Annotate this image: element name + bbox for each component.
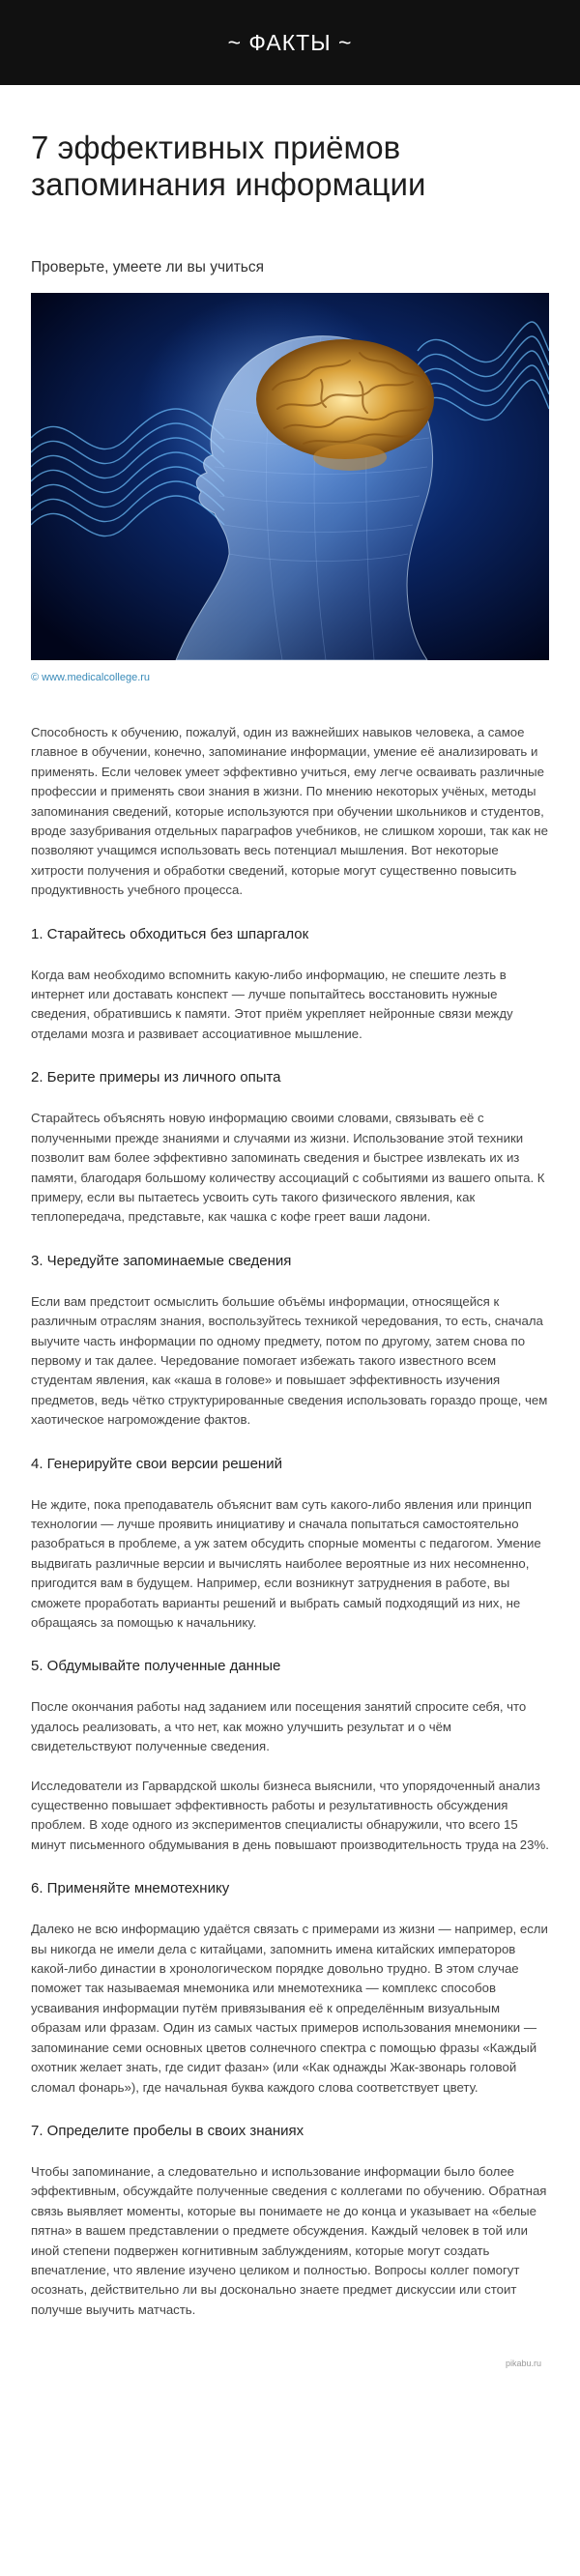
section-heading: 1. Старайтесь обходиться без шпаргалок (31, 925, 309, 942)
section-paragraph: Старайтесь объяснять новую информацию своими словами, связывать её с полученными прежде знаниями и случаями из жизни. Использование этой техники позволит вам более эффективно запоминать сведения и быстрее извлекать их из памяти, благодаря большому количеству ассоциаций с событиями из вашего опыта. К примеру, если вы пытаетесь усвоить суть такого физического явления, как теплопередача, представьте, как чашка с кофе греет ваши ладони. (31, 1111, 545, 1225)
section-paragraph: После окончания работы над заданием или посещения занятий спросите себя, что удалось реализовать, а что нет, как можно улучшить результат и о чём свидетельствуют полученные сведения. (31, 1699, 527, 1754)
section-heading: 2. Берите примеры из личного опыта (31, 1069, 281, 1086)
article-intro: Способность к обучению, пожалуй, один из важнейших навыков человека, а самое главное в обучении, конечно, запоминание информации, умение её анализировать и применять. Если человек умеет эффективно учиться, ему легче осваивать различные профессии и применять свои знания в жизни. По мнению некоторых учёных, методы запоминания сведений, которые используются при обучении школьников и студентов, вроде зазубривания отдельных параграфов учебников, не слишком хороши, так как не позволяют учащимся использовать весь потенциал мышления. Вот некоторые хитрости получения и обработки сведений, которые могут существенно повысить продуктивность учебного процесса. (31, 725, 548, 898)
section-heading: 7. Определите пробелы в своих знаниях (31, 2122, 304, 2139)
site-header (0, 0, 580, 85)
section-paragraph: Далеко не всю информацию удаётся связать с примерами из жизни — например, если вы никогда не имели дела с китайцами, запомнить имена китайских императоров какой-либо династии в хронологическом порядке довольно трудно. В этом случае поможет так называемая мнемоника или мнемотехника — комплекс способов усваивания информации путём привязывания её к определённым визуальным образам или фразам. Один из самых частых примеров использования мнемоники — запоминание семи основных цветов солнечного спектра с помощью фразы «Каждый охотник желает знать, где сидит фазан» (или «Как однажды Жак-звонарь головой сломал фонарь»), где начальная буква каждого слова соответствует цвету. (31, 1922, 548, 2095)
section-3 (31, 1253, 549, 1431)
section-paragraph: Не ждите, пока преподаватель объяснит вам суть какого-либо явления или принцип технологии — лучше проявить инициативу и сначала попытаться самостоятельно разобраться в проблеме, а уж затем обсудить спорные моменты с педагогом. Умение выдвигать различные версии и вычислять наиболее вероятные из них несомненно, пригодится вам в будущем. Например, если возникнут затруднения в работе, вы сможете проработать варианты решений и выбрать самый подходящий из них, не обращаясь за помощью к начальнику. (31, 1496, 541, 1630)
article-subtitle: Проверьте, умеете ли вы учиться (31, 259, 265, 275)
watermark: pikabu.ru (505, 2359, 541, 2369)
image-credit-link[interactable]: © www.medicalcollege.ru (31, 672, 151, 683)
section-paragraph: Исследователи из Гарвардской школы бизнеса выяснили, что упорядоченный анализ существенно повышает эффективность работы и результативность обсуждения проблем. В ходе одного из экспериментов специалисты обнаружили, что всего 15 минут письменного обдумывания в день повышают производительность труда на 23%. (31, 1778, 549, 1852)
section-6 (31, 1880, 549, 2098)
section-heading: 4. Генерируйте свои версии решений (31, 1455, 282, 1472)
section-4 (31, 1456, 549, 1634)
hero-image (31, 293, 549, 660)
site-header-title: ~ ФАКТЫ ~ (227, 29, 353, 55)
section-2 (31, 1069, 549, 1227)
section-heading: 5. Обдумывайте полученные данные (31, 1658, 281, 1675)
section-5 (31, 1658, 549, 1855)
section-1 (31, 926, 549, 1045)
section-paragraph: Чтобы запоминание, а следовательно и использование информации было более эффективным, обсуждайте полученные сведения с коллегами по обучению. Обратная связь выявляет моменты, которые вы понимаете не до конца и указывает на «белые пятна» в вашем представлении о предмете обсуждения. Каждый человек в той или иной степени подвержен когнитивным заблуждениям, которые могут создать впечатление, что явление изучено целиком и полностью. Вопросы коллег помогут осознать, действительно ли вы досконально знаете предмет дискуссии или стоит получше выучить матчасть. (31, 2163, 547, 2317)
section-paragraph: Если вам предстоит осмыслить большие объёмы информации, относящейся к различным отраслям знания, воспользуйтесь техникой чередования, то есть, сначала выучите часть информации по одному предмету, потом по другому, затем снова по первому и так далее. Чередование помогает избежать такого известного всем студентам явления, как «каша в голове» и повышает эффективность изучения предметов, ведь чётко структурированные сведения использовать гораздо проще, чем хаотическое нагромождение фактов. (31, 1293, 548, 1428)
section-paragraph: Когда вам необходимо вспомнить какую-либо информацию, не спешите лезть в интернет или доставать конспект — лучше попытайтесь восстановить нужные сведения, обратившись к памяти. Этот приём укрепляет нейронные связи между отделами мозга и развивает ассоциативное мышление. (31, 967, 513, 1041)
section-heading: 6. Применяйте мнемотехнику (31, 1880, 230, 1897)
article-title: 7 эффективных приёмов запоминания информации (31, 130, 426, 202)
section-7 (31, 2123, 549, 2320)
article (0, 130, 580, 2374)
section-heading: 3. Чередуйте запоминаемые сведения (31, 1252, 292, 1269)
brain-head-illustration-icon (31, 293, 549, 660)
page-footer (31, 2339, 549, 2374)
